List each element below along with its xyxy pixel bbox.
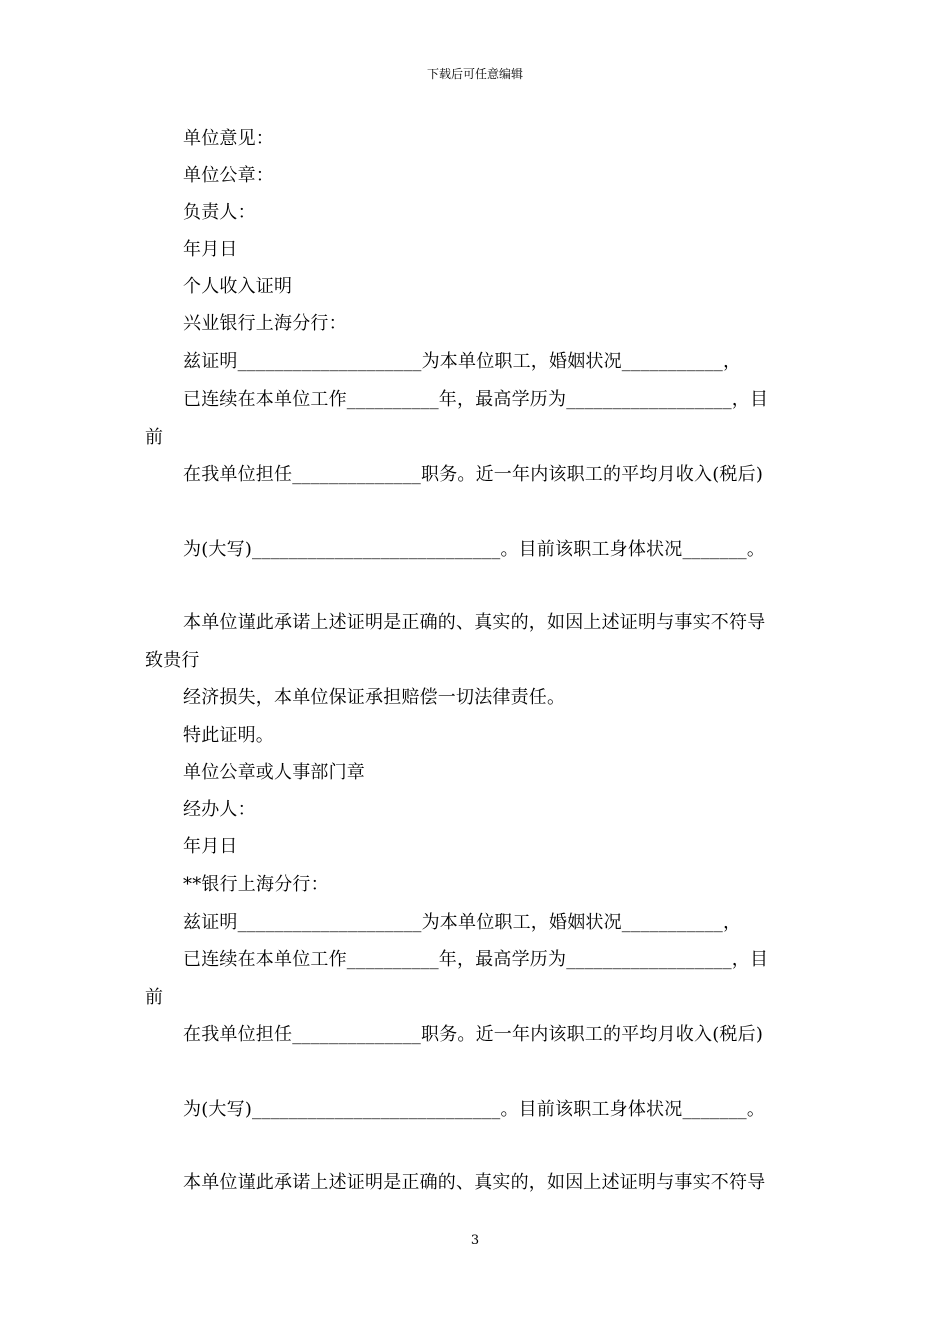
- body-line: 已连续在本单位工作__________年，最高学历为__________________，目: [183, 949, 769, 970]
- body-line: 本单位谨此承诺上述证明是正确的、真实的，如因上述证明与事实不符导: [183, 612, 766, 633]
- page-number: 3: [470, 1233, 480, 1248]
- person-in-charge-label: 负责人：: [183, 202, 256, 223]
- body-line: 致贵行: [145, 650, 200, 671]
- page-header: 下载后可任意编辑: [426, 67, 523, 81]
- body-line: 已连续在本单位工作__________年，最高学历为__________________，目: [183, 389, 769, 410]
- body-line: 经济损失，本单位保证承担赔偿一切法律责任。: [183, 687, 566, 708]
- body-line: 前: [145, 987, 164, 1008]
- body-line: 兹证明____________________为本单位职工，婚姻状况___________，: [183, 351, 742, 372]
- date-label: 年月日: [183, 836, 238, 857]
- body-line: 在我单位担任______________职务。近一年内该职工的平均月收入(税后): [183, 464, 764, 485]
- body-line: 为(大写)___________________________。目前该职工身体状况_______。: [183, 539, 766, 560]
- seal-label: 单位公章或人事部门章: [183, 762, 365, 783]
- body-line: 前: [145, 427, 164, 448]
- body-line: 兹证明____________________为本单位职工，婚姻状况___________，: [183, 912, 742, 933]
- body-line: 本单位谨此承诺上述证明是正确的、真实的，如因上述证明与事实不符导: [183, 1172, 766, 1193]
- addressee: 兴业银行上海分行：: [183, 313, 347, 334]
- handler-label: 经办人：: [183, 799, 256, 820]
- date-label: 年月日: [183, 239, 238, 260]
- addressee: **银行上海分行：: [183, 874, 329, 895]
- unit-opinion-label: 单位意见：: [183, 128, 274, 149]
- closing-line: 特此证明。: [183, 725, 274, 746]
- body-line: 为(大写)___________________________。目前该职工身体状况_______。: [183, 1099, 766, 1120]
- document-title: 个人收入证明: [183, 276, 293, 297]
- unit-seal-label: 单位公章：: [183, 165, 274, 186]
- body-line: 在我单位担任______________职务。近一年内该职工的平均月收入(税后): [183, 1024, 764, 1045]
